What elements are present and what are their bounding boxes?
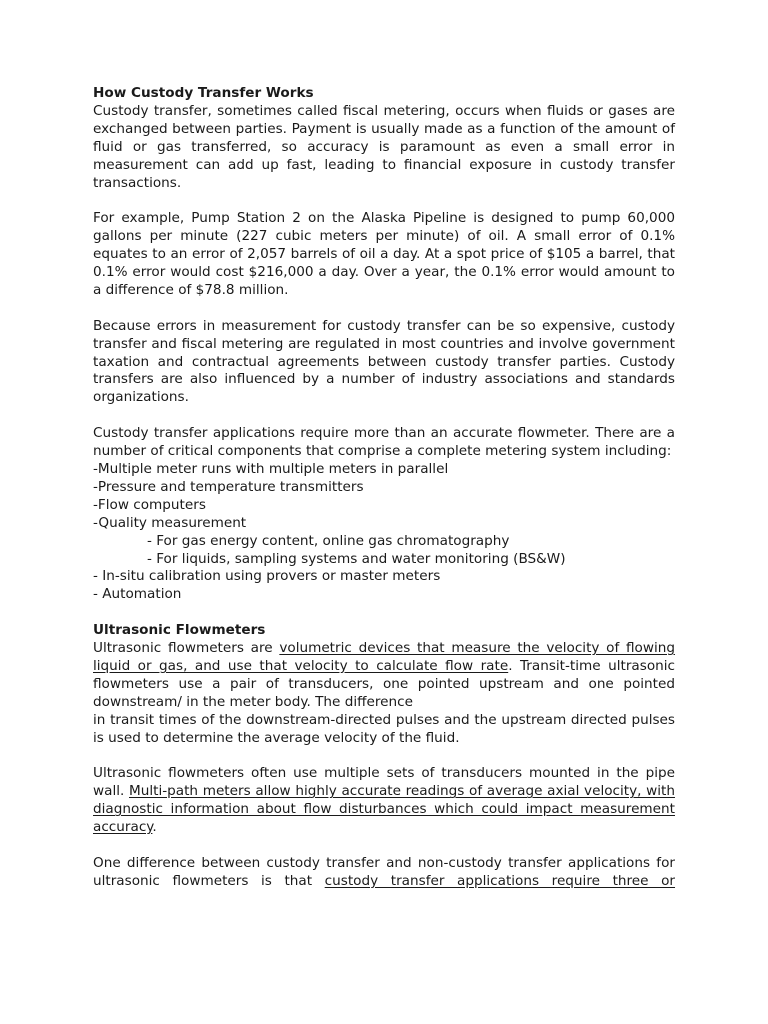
list-item: -Flow computers xyxy=(93,496,206,513)
paragraph-regulation: Because errors in measurement for custody transfer can be so expensive, custody transfer and fiscal metering are regulated in most countries and involve government taxation and contractual agreements between custody transfer parties. Custody transfers are also influenced by a number of industry associations and standards organizations. xyxy=(93,317,675,406)
paragraph-intro: Custody transfer, sometimes called fiscal metering, occurs when fluids or gases are exchanged between parties. Payment is usually made as a function of the amount of fluid or gas transferred, so accuracy is paramount as even a small error in measurement can add up fast, leading to financial exposure in custody transfer transactions. xyxy=(93,102,675,191)
section-heading-ultrasonic: Ultrasonic Flowmeters xyxy=(93,622,266,639)
paragraph-components: Custody transfer applications require more than an accurate flowmeter. There are a number of critical components that comprise a complete metering system including: xyxy=(93,425,675,460)
underlined-link[interactable]: custody transfer applications require three or xyxy=(324,872,676,889)
sub-list-item: - For gas energy content, online gas chromatography xyxy=(147,532,510,549)
list-item: - Automation xyxy=(93,586,182,603)
paragraph-example: For example, Pump Station 2 on the Alaska Pipeline is designed to pump 60,000 gallons per minute (227 cubic meters per minute) of oil. A small error of 0.1% equates to an error of 2,057 barrels of oil a day. At a spot price of $105 a barrel, that 0.1% error would cost $216,000 a day. Over a year, the 0.1% error would amount to a difference of $78.8 million. xyxy=(93,210,675,298)
list-item: -Quality measurement xyxy=(93,514,247,531)
underlined-link[interactable]: Multi-path meters allow highly accurate readings of average axial velocity, with diagnostic information about flow disturbances which could impact measurement accuracy xyxy=(93,783,675,836)
list-item: -Multiple meter runs with multiple meters in parallel xyxy=(93,460,449,477)
list-item: - In-situ calibration using provers or master meters xyxy=(93,568,441,585)
paragraph-difference: One difference between custody transfer and non-custody transfer applications for ultrasonic flowmeters is that custody transfer applications require three or xyxy=(93,854,676,889)
component-list xyxy=(93,461,675,604)
underlined-link[interactable]: volumetric devices that measure the velocity of flowing liquid or gas, and use that velocity to calculate flow rate xyxy=(93,640,675,674)
paragraph-ultrasonic-intro: Ultrasonic flowmeters are volumetric devices that measure the velocity of flowing liquid or gas, and use that velocity to calculate flow rate. Transit-time ultrasonic flowmeters use a pair of transducers, one pointed upstream and one pointed downstream/ in the meter body. The difference xyxy=(93,640,676,710)
paragraph-multipath: Ultrasonic flowmeters often use multiple sets of transducers mounted in the pipe wall. Multi-path meters allow highly accurate readings of average axial velocity, with diagnostic information about flow disturbances which could impact measurement accuracy. xyxy=(93,765,675,836)
paragraph-ultrasonic-transit: in transit times of the downstream-directed pulses and the upstream directed pulses is used to determine the average velocity of the fluid. xyxy=(93,711,675,746)
list-item: -Pressure and temperature transmitters xyxy=(93,478,364,495)
sub-list-item: - For liquids, sampling systems and water monitoring (BS&W) xyxy=(147,550,566,567)
section-heading-custody-transfer: How Custody Transfer Works xyxy=(93,85,314,101)
